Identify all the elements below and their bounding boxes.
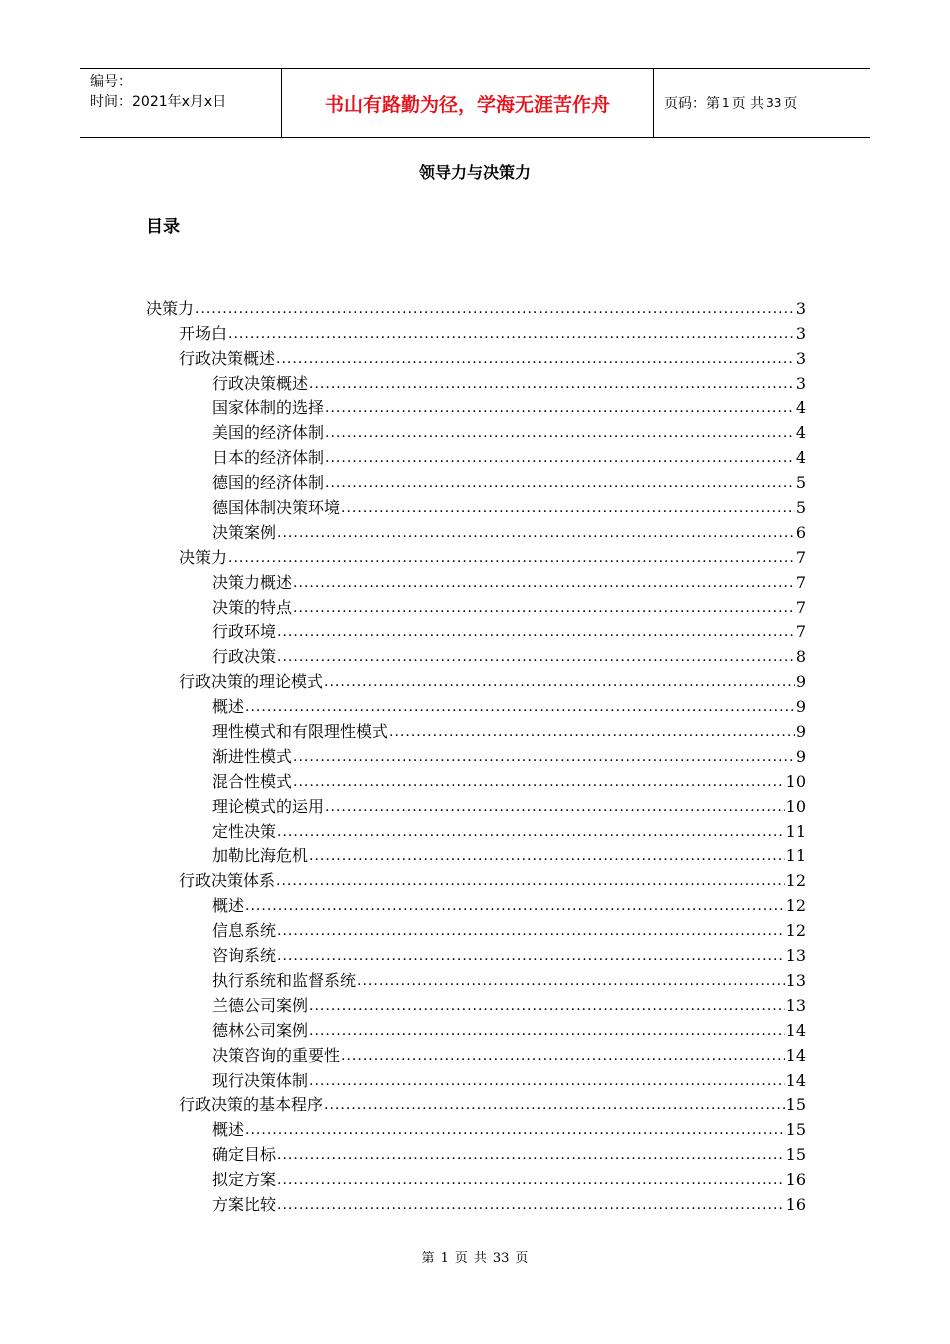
toc-entry-label: 德国的经济体制 (212, 473, 325, 493)
document-title: 领导力与决策力 (418, 163, 531, 182)
toc-leader-dots (228, 548, 795, 568)
toc-entry-page: 8 (795, 647, 806, 667)
toc-entry-page: 10 (785, 771, 806, 791)
toc-entry-page: 12 (785, 896, 806, 916)
toc-leader-dots (309, 1021, 785, 1041)
toc-entry[interactable] (146, 543, 806, 568)
toc-entry[interactable] (146, 866, 806, 891)
toc-entry-label: 行政决策体系 (179, 871, 276, 891)
toc-entry-page: 14 (785, 1045, 806, 1065)
toc-entry[interactable] (146, 369, 806, 394)
toc-entry[interactable] (146, 394, 806, 419)
toc-entry-page: 12 (785, 921, 806, 941)
toc-entry[interactable] (146, 667, 806, 692)
toc-entry-page: 16 (785, 1170, 806, 1190)
toc-entry-page: 4 (795, 448, 806, 468)
toc-entry-page: 16 (785, 1194, 806, 1214)
toc-entry[interactable] (146, 418, 806, 443)
toc-entry-label: 理论模式的运用 (212, 796, 325, 816)
toc-entry-label: 行政决策 (212, 647, 277, 667)
toc-leader-dots (389, 722, 795, 742)
header-page-total: 33 (766, 96, 782, 110)
toc-leader-dots (357, 971, 785, 991)
toc-entry-label: 德林公司案例 (212, 1020, 309, 1040)
toc-leader-dots (293, 598, 795, 618)
toc-entry-label: 执行系统和监督系统 (212, 970, 357, 990)
toc-entry-page: 13 (785, 946, 806, 966)
header-page-suffix: 页 (783, 96, 798, 112)
toc-entry[interactable] (146, 493, 806, 518)
toc-entry[interactable] (146, 618, 806, 643)
toc-heading: 目录 (146, 217, 180, 237)
toc-entry-page: 10 (785, 796, 806, 816)
toc-entry[interactable] (146, 294, 806, 319)
toc-entry-page: 6 (795, 522, 806, 542)
toc-entry-label: 决策力 (146, 298, 195, 318)
toc-entry-label: 方案比较 (212, 1194, 277, 1214)
toc-leader-dots (325, 797, 785, 817)
toc-leader-dots (277, 1145, 785, 1165)
toc-entry-page: 5 (795, 498, 806, 518)
toc-entry[interactable] (146, 1190, 806, 1215)
toc-leader-dots (325, 398, 795, 418)
toc-entry-page: 14 (785, 1020, 806, 1040)
toc-entry-page: 9 (795, 697, 806, 717)
header-meta (80, 69, 282, 137)
toc-leader-dots (293, 573, 795, 593)
toc-entry[interactable] (146, 344, 806, 369)
toc-entry-label: 国家体制的选择 (212, 398, 325, 418)
toc-entry-page: 3 (795, 298, 806, 318)
footer-total-pages: 33 (492, 1251, 510, 1266)
toc-entry-label: 德国体制决策环境 (212, 498, 341, 518)
toc-entry-label: 拟定方案 (212, 1170, 277, 1190)
toc-entry[interactable] (146, 319, 806, 344)
toc-entry[interactable] (146, 742, 806, 767)
toc-entry[interactable] (146, 1016, 806, 1041)
page-footer (0, 1247, 950, 1266)
toc-leader-dots (245, 697, 795, 717)
toc-entry-label: 决策力概述 (212, 572, 293, 592)
toc-leader-dots (293, 747, 795, 767)
toc-entry-page: 9 (795, 722, 806, 742)
toc-entry-page: 9 (795, 672, 806, 692)
toc-leader-dots (277, 622, 795, 642)
toc-entry-page: 15 (785, 1145, 806, 1165)
toc-leader-dots (277, 822, 785, 842)
toc-leader-dots (277, 946, 785, 966)
toc-leader-dots (276, 871, 785, 891)
toc-entry[interactable] (146, 717, 806, 742)
toc-leader-dots (277, 1170, 785, 1190)
toc-leader-dots (309, 846, 785, 866)
toc-entry-label: 现行决策体制 (212, 1070, 309, 1090)
toc-entry[interactable] (146, 1115, 806, 1140)
toc-entry-page: 3 (795, 373, 806, 393)
toc-entry[interactable] (146, 991, 806, 1016)
toc-entry[interactable] (146, 692, 806, 717)
document-time-label: 时间：2021年x月x日 (90, 94, 227, 110)
toc-entry[interactable] (146, 1165, 806, 1190)
toc-entry-page: 11 (785, 846, 806, 866)
toc-entry-label: 决策咨询的重要性 (212, 1045, 341, 1065)
toc-leader-dots (245, 896, 785, 916)
toc-entry-label: 确定目标 (212, 1145, 277, 1165)
toc-entry-label: 概述 (212, 697, 245, 717)
toc-entry[interactable] (146, 941, 806, 966)
toc-entry[interactable] (146, 767, 806, 792)
toc-entry-label: 日本的经济体制 (212, 448, 325, 468)
footer-current-page: 1 (440, 1251, 449, 1266)
toc-leader-dots (324, 672, 795, 692)
toc-entry-label: 定性决策 (212, 821, 277, 841)
toc-entry[interactable] (146, 792, 806, 817)
toc-leader-dots (277, 523, 795, 543)
toc-entry-page: 3 (795, 348, 806, 368)
toc-entry-page: 14 (785, 1070, 806, 1090)
toc-leader-dots (324, 1095, 785, 1115)
toc-entry-page: 5 (795, 473, 806, 493)
toc-entry[interactable] (146, 1041, 806, 1066)
toc-entry[interactable] (146, 642, 806, 667)
toc-leader-dots (277, 647, 795, 667)
toc-leader-dots (309, 996, 785, 1016)
toc-entry-label: 咨询系统 (212, 946, 277, 966)
toc-entry-label: 加勒比海危机 (212, 846, 309, 866)
header-page-mid: 页 共 (731, 96, 765, 112)
toc-entry-page: 13 (785, 970, 806, 990)
toc-leader-dots (325, 423, 795, 443)
document-number-label: 编号： (90, 74, 132, 90)
toc-entry-page: 4 (795, 423, 806, 443)
toc-entry-page: 3 (795, 323, 806, 343)
toc-entry-page: 7 (795, 622, 806, 642)
toc-entry[interactable] (146, 916, 806, 941)
toc-entry-page: 15 (785, 1095, 806, 1115)
header-page-current: 1 (722, 96, 730, 110)
toc-leader-dots (277, 1195, 785, 1215)
page-header (80, 68, 870, 138)
toc-entry-label: 决策力 (179, 547, 228, 567)
footer-page-word: 页 (454, 1251, 468, 1266)
toc-entry[interactable] (146, 568, 806, 593)
toc-leader-dots (309, 374, 795, 394)
toc-entry-label: 兰德公司案例 (212, 995, 309, 1015)
toc-leader-dots (309, 1071, 785, 1091)
toc-leader-dots (325, 448, 795, 468)
toc-entry-page: 4 (795, 398, 806, 418)
toc-entry[interactable] (146, 468, 806, 493)
toc-leader-dots (325, 473, 795, 493)
toc-entry-page: 7 (795, 597, 806, 617)
toc-entry-label: 决策的特点 (212, 597, 293, 617)
toc-entry-page: 7 (795, 572, 806, 592)
toc-entry[interactable] (146, 1140, 806, 1165)
toc-entry[interactable] (146, 842, 806, 867)
toc-entry[interactable] (146, 1091, 806, 1116)
toc-leader-dots (277, 921, 785, 941)
toc-entry-label: 混合性模式 (212, 771, 293, 791)
toc-entry[interactable] (146, 966, 806, 991)
toc-entry-label: 渐进性模式 (212, 746, 293, 766)
toc-entry-page: 12 (785, 871, 806, 891)
toc-entry[interactable] (146, 443, 806, 468)
toc-leader-dots (228, 324, 795, 344)
toc-entry-page: 9 (795, 746, 806, 766)
header-slogan: 书山有路勤为径，学海无涯苦作舟 (282, 69, 654, 137)
toc-entry[interactable] (146, 1066, 806, 1091)
toc-entry[interactable] (146, 518, 806, 543)
toc-entry[interactable] (146, 593, 806, 618)
toc-leader-dots (293, 772, 785, 792)
header-page-prefix: 页码：第 (664, 96, 720, 112)
toc-leader-dots (341, 498, 795, 518)
toc-entry-page: 11 (785, 821, 806, 841)
footer-prefix: 第 (421, 1251, 435, 1266)
toc-entry-label: 概述 (212, 896, 245, 916)
toc-entry[interactable] (146, 817, 806, 842)
toc-leader-dots (245, 1120, 785, 1140)
toc-entry[interactable] (146, 891, 806, 916)
toc-leader-dots (341, 1046, 785, 1066)
toc-entry-label: 开场白 (179, 323, 228, 343)
toc-leader-dots (195, 299, 795, 319)
toc-entry-label: 行政决策概述 (179, 348, 276, 368)
toc-entry-label: 理性模式和有限理性模式 (212, 722, 389, 742)
toc-entry-label: 决策案例 (212, 522, 277, 542)
footer-suffix: 页 (515, 1251, 529, 1266)
toc-entry-label: 概述 (212, 1120, 245, 1140)
toc-leader-dots (276, 349, 795, 369)
toc-entry-label: 美国的经济体制 (212, 423, 325, 443)
toc-entry-page: 7 (795, 547, 806, 567)
toc-entry-label: 信息系统 (212, 921, 277, 941)
table-of-contents (146, 294, 806, 1215)
toc-entry-page: 15 (785, 1120, 806, 1140)
toc-entry-label: 行政决策概述 (212, 373, 309, 393)
toc-entry-label: 行政决策的理论模式 (179, 672, 324, 692)
toc-entry-page: 13 (785, 995, 806, 1015)
footer-total-word: 共 (473, 1251, 487, 1266)
toc-entry-label: 行政决策的基本程序 (179, 1095, 324, 1115)
header-page-info (654, 69, 870, 137)
toc-entry-label: 行政环境 (212, 622, 277, 642)
